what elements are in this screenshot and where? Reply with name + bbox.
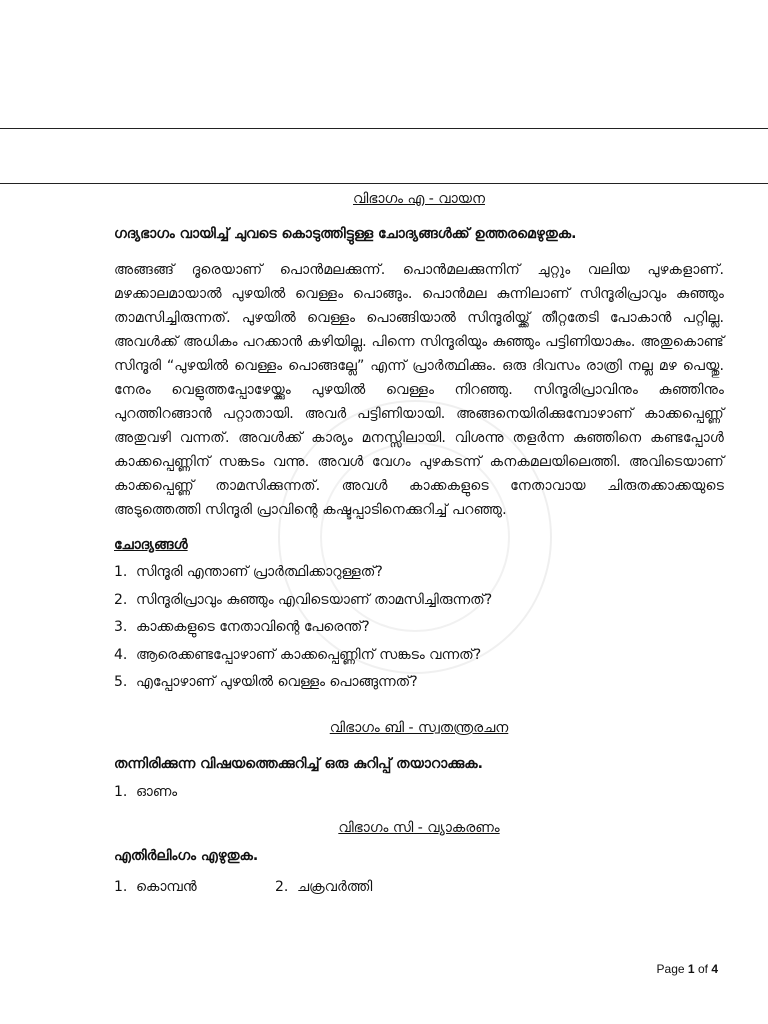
question-item: 1. സിന്ദൂരി എന്താണ് പ്രാർത്ഥിക്കാറുള്ളത്?	[114, 564, 383, 580]
question-item: 3. കാക്കകളുടെ നേതാവിന്റെ പേരെന്ത്?	[114, 619, 370, 635]
page-footer: Page 1 of 4	[656, 962, 718, 976]
header-rule-top	[0, 128, 768, 129]
header-rule-bottom	[0, 183, 768, 184]
section-c-instruction: എതിർലിംഗം എഴുതുക.	[114, 847, 259, 864]
questions-heading: ചോദ്യങ്ങൾ	[114, 537, 188, 553]
question-item: 4. ആരെക്കണ്ടപ്പോഴാണ് കാക്കപ്പെണ്ണിന് സങ്കടം വന്നത്?	[114, 646, 482, 663]
section-a-title: വിഭാഗം എ - വായന	[353, 191, 485, 207]
section-b-instruction: തന്നിരിക്കുന്ന വിഷയത്തെക്കുറിച്ച് ഒരു കുറിപ്പ് തയാറാക്കുക.	[114, 755, 483, 772]
section-c-items: 1. കൊമ്പൻ 2. ചക്രവർത്തി	[114, 876, 724, 898]
section-b-title: വിഭാഗം ബി - സ്വതന്ത്രരചന	[329, 719, 509, 736]
question-item: 5. എപ്പോഴാണ് പുഴയിൽ വെള്ളം പൊങ്ങുന്നത്?	[114, 674, 418, 690]
section-c-item-2: ചക്രവർത്തി	[297, 878, 373, 895]
reading-passage: അങ്ങങ്ങ് ദൂരെയാണ് പൊൻമലക്കുന്ന്. പൊൻമലക്കുന്നിന് ചുറ്റും വലിയ പുഴകളാണ്. മഴക്കാലമായാൽ പുഴയിൽ വെള്ളം പൊങ്ങും. പൊൻമല കുന്നിലാണ് സിന്ദൂരിപ്രാവും കുഞ്ഞും താമസിച്ചിരുന്നത്. പുഴയിൽ വെള്ളം പൊങ്ങിയാൽ സിന്ദൂരിയ്ക്ക് തീറ്റതേടി പോകാൻ പറ്റില്ല. അവൾക്ക് അധികം പറക്കാൻ കഴിയില്ല. പിന്നെ സിന്ദൂരിയും കുഞ്ഞും പട്ടിണിയാകും. അതുകൊണ്ട് സിന്ദൂരി “പുഴയിൽ വെള്ളം പൊങ്ങല്ലേ” എന്ന് പ്രാർത്ഥിക്കും. ഒരു ദിവസം രാത്രി നല്ല മഴ പെയ്തു. നേരം വെളുത്തപ്പോഴേയ്ക്കും പുഴയിൽ വെള്ളം നിറഞ്ഞു. സിന്ദൂരിപ്രാവിനും കുഞ്ഞിനും പുറത്തിറങ്ങാൻ പറ്റാതായി. അവർ പട്ടിണിയായി. അങ്ങനെയിരിക്കുമ്പോഴാണ് കാക്കപ്പെണ്ണ് അതുവഴി വന്നത്. അവൾക്ക് കാര്യം മനസ്സിലായി. വിശന്നു തളർന്ന കുഞ്ഞിനെ കണ്ടപ്പോൾ കാക്കപ്പെണ്ണിന് സങ്കടം വന്നു. അവൾ വേഗം പുഴകടന്ന് കനകമലയിലെത്തി. അവിടെയാണ് കാക്കപ്പെണ്ണ് താമസിക്കുന്നത്. അവൾ കാക്കകളുടെ നേതാവായ ചിരുതക്കാക്കയുടെ അടുത്തെത്തി സിന്ദൂരി പ്രാവിന്റെ കഷ്ടപ്പാടിനെക്കുറിച്ച് പറഞ്ഞു.	[114, 262, 724, 518]
question-item: 2. സിന്ദൂരിപ്രാവും കുഞ്ഞും എവിടെയാണ് താമസിച്ചിരുന്നത്?	[114, 591, 493, 608]
page-content	[114, 188, 724, 898]
section-b-item: 1. ഓണം	[114, 783, 178, 800]
questions-list	[114, 559, 724, 697]
section-c-item-1: 1. കൊമ്പൻ	[114, 878, 197, 895]
section-a-instruction: ഗദ്യഭാഗം വായിച്ച് ചുവടെ കൊടുത്തിട്ടുള്ള ചോദ്യങ്ങൾക്ക് ഉത്തരമെഴുതുക.	[114, 226, 577, 242]
section-c-title: വിഭാഗം സി - വ്യാകരണം	[338, 819, 500, 836]
